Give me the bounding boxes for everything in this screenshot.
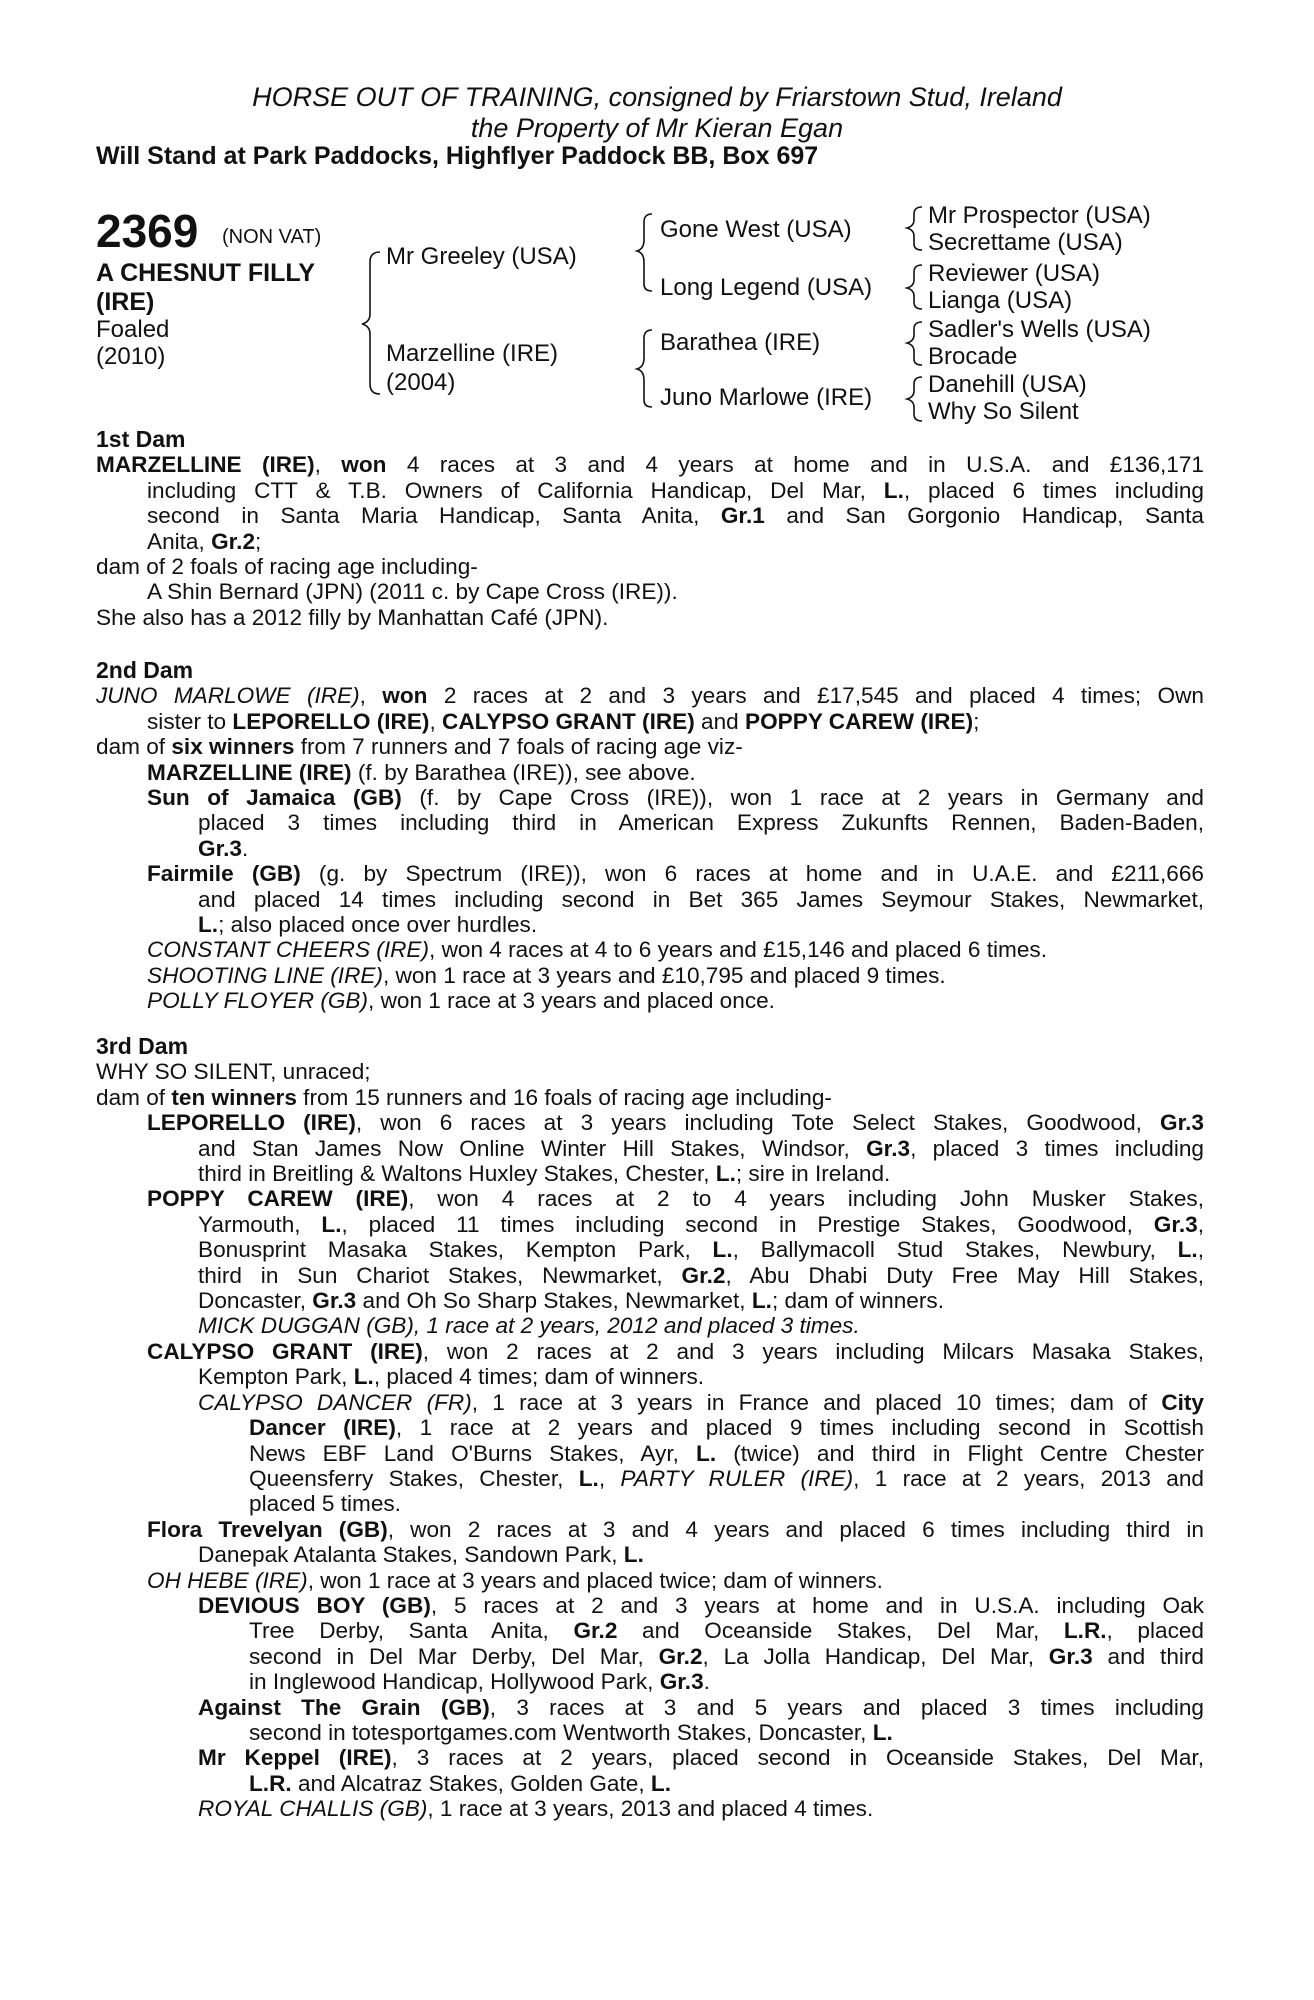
text-run: LEPORELLO (IRE)	[232, 708, 430, 734]
text-run: 2 races at 2 and 3 years and £17,545 and placed 4 times; Own	[427, 683, 1204, 709]
text-run: PARTY RULER (IRE)	[620, 1465, 854, 1491]
dam-line	[96, 1186, 1204, 1211]
dam-line	[96, 1288, 1204, 1313]
text-run: (f. by Cape Cross (IRE)), won 1 race at 2 years in Germany and	[401, 785, 1204, 811]
header-line-2: the Property of Mr Kieran Egan	[470, 113, 844, 143]
header-line-1: HORSE OUT OF TRAINING, consigned by Friarstown Stud, Ireland	[252, 82, 1062, 112]
dam-line	[96, 1695, 1204, 1720]
dam-line	[96, 1110, 1204, 1135]
section-heading: 3rd Dam	[96, 1033, 189, 1059]
dam-line	[96, 1669, 1204, 1694]
dam-line: A Shin Bernard (JPN) (2011 c. by Cape Cross (IRE)).	[147, 579, 678, 605]
text-run: Tree Derby, Santa Anita,	[249, 1618, 574, 1644]
horse-description: A CHESNUT FILLY	[96, 259, 315, 287]
text-run: Kempton Park,	[198, 1364, 354, 1390]
pedigree-ssd: Secrettame (USA)	[928, 229, 1123, 256]
dam-line	[96, 785, 1204, 810]
pedigree-sire-dam: Long Legend (USA)	[660, 274, 873, 301]
text-run: ,	[429, 708, 443, 734]
text-run: Dancer (IRE)	[249, 1415, 396, 1441]
text-run: Gr.3	[659, 1669, 704, 1695]
dam-line	[96, 1796, 1204, 1821]
text-run: Fairmile (GB)	[147, 861, 301, 887]
pedigree-dam-year: (2004)	[386, 369, 456, 396]
second-dam-section	[96, 658, 1204, 1014]
text-run: and third	[1092, 1643, 1204, 1669]
text-run: Flora Trevelyan (GB)	[147, 1516, 388, 1542]
pedigree-dsd: Brocade	[928, 343, 1018, 370]
dam-line	[96, 1390, 1204, 1415]
dam-line	[96, 1568, 1204, 1593]
text-run: L.	[578, 1465, 599, 1491]
text-run: , won 1 race at 3 years and placed twice; dam of winners.	[307, 1567, 883, 1593]
dam-line	[96, 1644, 1204, 1669]
text-run: L.	[650, 1770, 671, 1796]
dam-line	[96, 1212, 1204, 1237]
text-run: (twice) and third in Flight Centre Chester	[716, 1440, 1204, 1466]
text-run: and Stan James Now Online Winter Hill Stakes, Windsor,	[198, 1135, 867, 1161]
text-run: , Ballymacoll Stud Stakes, Newbury,	[732, 1237, 1178, 1263]
text-run: in Inglewood Handicap, Hollywood Park,	[249, 1669, 660, 1695]
dam-line	[96, 1415, 1204, 1440]
pedigree-sds: Reviewer (USA)	[928, 260, 1101, 287]
dam-line	[96, 503, 1204, 528]
dam-line	[96, 988, 1204, 1013]
text-run: L.R.	[249, 1770, 292, 1796]
pedigree-sss: Mr Prospector (USA)	[928, 202, 1151, 229]
foaled-year: (2010)	[96, 343, 166, 370]
text-run: ,	[359, 683, 383, 709]
text-run: won	[341, 452, 387, 478]
text-run: L.	[883, 477, 904, 503]
text-run: ,	[1197, 1211, 1205, 1237]
text-run: Bonusprint Masaka Stakes, Kempton Park,	[198, 1237, 713, 1263]
text-run: , placed 3 times including	[910, 1135, 1204, 1161]
dam-line	[96, 912, 1204, 937]
text-run: LEPORELLO (IRE)	[147, 1110, 356, 1136]
dam-line	[96, 937, 1204, 962]
dam-line	[96, 836, 1204, 861]
text-run: CALYPSO DANCER (FR)	[198, 1389, 472, 1415]
dam-line: She also has a 2012 filly by Manhattan Café (JPN).	[96, 604, 609, 630]
dam-line: and placed 14 times including second in Bet 365 James Seymour Stakes, Newmarket,	[198, 886, 1204, 912]
text-run: .	[703, 1669, 710, 1695]
dam-line	[96, 1136, 1204, 1161]
dam-line	[96, 1517, 1204, 1542]
lot-number: 2369	[96, 205, 199, 257]
text-run: (f. by Barathea (IRE)), see above.	[351, 759, 696, 785]
text-run: MARZELLINE (IRE)	[96, 452, 315, 478]
dam-line	[96, 963, 1204, 988]
text-run: , placed 6 times including	[903, 477, 1204, 503]
dam-line	[96, 1466, 1204, 1491]
text-run: Gr.2	[681, 1262, 726, 1288]
text-run: third in Sun Chariot Stakes, Newmarket,	[198, 1262, 682, 1288]
dam-line	[96, 1085, 1204, 1110]
dam-line	[96, 734, 1204, 759]
text-run: CALYPSO GRANT (IRE)	[442, 708, 695, 734]
text-run: , 3 races at 3 and 5 years and placed 3 times including	[489, 1694, 1204, 1720]
text-run: OH HEBE (IRE)	[147, 1567, 308, 1593]
text-run: L.	[696, 1440, 717, 1466]
pedigree-sire-sire: Gone West (USA)	[660, 216, 852, 243]
text-run: ;	[255, 528, 262, 554]
vat-status: (NON VAT)	[222, 226, 322, 248]
text-run: ,	[1197, 1237, 1204, 1263]
text-run: ,	[598, 1465, 621, 1491]
text-run: L.	[751, 1288, 772, 1314]
dam-line: placed 5 times.	[249, 1491, 401, 1517]
text-run: dam of	[96, 1084, 172, 1110]
text-run: and San Gorgonio Handicap, Santa	[764, 503, 1204, 529]
text-run: JUNO MARLOWE (IRE)	[96, 683, 360, 709]
text-run: , won 4 races at 2 to 4 years including John Musker Stakes,	[408, 1186, 1204, 1212]
text-run: POLLY FLOYER (GB)	[147, 988, 369, 1014]
text-run: and	[694, 708, 746, 734]
text-run: , won 2 races at 2 and 3 years including Milcars Masaka Stakes,	[422, 1338, 1204, 1364]
text-run: and Oh So Sharp Stakes, Newmarket,	[356, 1288, 752, 1314]
dam-line	[96, 683, 1204, 708]
text-run: Gr.3	[866, 1135, 911, 1161]
text-run: L.	[321, 1211, 342, 1237]
text-run: Gr.3	[312, 1288, 357, 1314]
text-run: (g. by Spectrum (IRE)), won 6 races at home and in U.A.E. and £211,666	[300, 861, 1204, 887]
text-run: ; also placed once over hurdles.	[218, 912, 538, 938]
text-run: , 1 race at 2 years and placed 9 times including second in Scottish	[395, 1415, 1204, 1441]
header-line-3: Will Stand at Park Paddocks, Highflyer Paddock BB, Box 697	[96, 142, 819, 170]
pedigree-ddd: Why So Silent	[928, 398, 1079, 425]
text-run: , won 2 races at 3 and 4 years and placed 6 times including third in	[387, 1516, 1204, 1542]
dam-line	[96, 1237, 1204, 1262]
dam-line: dam of 2 foals of racing age including-	[96, 554, 478, 580]
text-run: , won 1 race at 3 years and placed once.	[368, 988, 775, 1014]
text-run: ,	[314, 452, 342, 478]
text-run: , won 6 races at 3 years including Tote Select Stakes, Goodwood,	[355, 1110, 1161, 1136]
text-run: third in Breitling & Waltons Huxley Stakes, Chester,	[198, 1161, 716, 1187]
text-run: Gr.1	[720, 503, 765, 529]
pedigree-dam: Marzelline (IRE)	[386, 340, 559, 367]
text-run: News EBF Land O'Burns Stakes, Ayr,	[249, 1440, 697, 1466]
text-run: POPPY CAREW (IRE)	[147, 1186, 409, 1212]
text-run: second in Santa Maria Handicap, Santa Anita,	[147, 503, 721, 529]
dam-line	[96, 529, 1204, 554]
text-run: Gr.3	[1048, 1643, 1093, 1669]
text-run: Queensferry Stakes, Chester,	[249, 1465, 579, 1491]
text-run: and Alcatraz Stakes, Golden Gate,	[291, 1770, 651, 1796]
text-run: CALYPSO GRANT (IRE)	[147, 1338, 423, 1364]
text-run: Sun of Jamaica (GB)	[147, 785, 402, 811]
text-run: L.	[712, 1237, 733, 1263]
dam-line	[96, 1339, 1204, 1364]
text-run: .	[241, 835, 249, 861]
text-run: ; sire in Ireland.	[735, 1161, 891, 1187]
text-run: Mr Keppel (IRE)	[198, 1745, 392, 1771]
text-run: L.R.	[1063, 1618, 1107, 1644]
text-run: L.	[715, 1161, 736, 1187]
pedigree-dam-sire: Barathea (IRE)	[660, 329, 821, 356]
text-run: ;	[973, 708, 980, 734]
text-run: Gr.3	[1153, 1211, 1198, 1237]
text-run: L.	[1177, 1237, 1198, 1263]
dam-line	[96, 1364, 1204, 1389]
dam-line	[96, 1263, 1204, 1288]
dam-line	[96, 478, 1204, 503]
text-run: and Oceanside Stakes, Del Mar,	[617, 1618, 1064, 1644]
text-run: Yarmouth,	[198, 1211, 322, 1237]
text-run: from 15 runners and 16 foals of racing age including-	[296, 1084, 832, 1110]
text-run: City	[1161, 1389, 1204, 1415]
text-run: Against The Grain (GB)	[198, 1694, 490, 1720]
dam-line	[96, 1161, 1204, 1186]
text-run: ROYAL CHALLIS (GB)	[198, 1796, 428, 1822]
text-run: Gr.3	[198, 835, 242, 861]
text-run: ten winners	[171, 1084, 297, 1110]
text-run: L.	[198, 912, 219, 938]
text-run: Gr.3	[1160, 1110, 1204, 1136]
dam-line: MICK DUGGAN (GB), 1 race at 2 years, 2012 and placed 3 times.	[198, 1313, 860, 1339]
text-run: DEVIOUS BOY (GB)	[198, 1592, 431, 1618]
text-run: , won 1 race at 3 years and £10,795 and placed 9 times.	[383, 962, 946, 988]
dam-line	[96, 760, 1204, 785]
text-run: CONSTANT CHEERS (IRE)	[147, 937, 430, 963]
text-run: , 1 race at 3 years in France and placed 10 times; dam of	[471, 1389, 1162, 1415]
text-run: from 7 runners and 7 foals of racing age viz-	[294, 734, 743, 760]
text-run: sister to	[147, 708, 233, 734]
foaled-label: Foaled	[96, 316, 170, 343]
text-run: dam of	[96, 734, 172, 760]
pedigree-dam-dam: Juno Marlowe (IRE)	[660, 384, 873, 411]
text-run: second in totesportgames.com Wentworth Stakes, Doncaster,	[249, 1719, 873, 1745]
dam-line	[96, 709, 1204, 734]
first-dam-section	[96, 427, 1204, 630]
text-run: , placed	[1106, 1618, 1204, 1644]
text-run: SHOOTING LINE (IRE)	[147, 962, 383, 988]
text-run: six winners	[171, 734, 295, 760]
pedigree-sire: Mr Greeley (USA)	[386, 243, 577, 270]
dam-line	[96, 1720, 1204, 1745]
text-run: , Abu Dhabi Duty Free May Hill Stakes,	[725, 1262, 1204, 1288]
text-run: , won 4 races at 4 to 6 years and £15,146 and placed 6 times.	[429, 937, 1047, 963]
pedigree-dss: Sadler's Wells (USA)	[928, 316, 1151, 343]
text-run: L.	[353, 1364, 374, 1390]
text-run: including CTT & T.B. Owners of California Handicap, Del Mar,	[147, 477, 884, 503]
text-run: , 5 races at 2 and 3 years at home and in U.S.A. including Oak	[430, 1592, 1204, 1618]
text-run: , 1 race at 3 years, 2013 and placed 4 times.	[427, 1796, 874, 1822]
text-run: , 3 races at 2 years, placed second in Oceanside Stakes, Del Mar,	[391, 1745, 1204, 1771]
text-run: 4 races at 3 and 4 years at home and in U.S.A. and £136,171	[386, 452, 1204, 478]
text-run: , 1 race at 2 years, 2013 and	[853, 1465, 1204, 1491]
text-run: , placed 11 times including second in Prestige Stakes, Goodwood,	[341, 1211, 1154, 1237]
text-run: Gr.2	[658, 1643, 703, 1669]
dam-line	[96, 1771, 1204, 1796]
horse-country: (IRE)	[96, 288, 155, 316]
text-run: Anita,	[147, 528, 212, 554]
text-run: Danepak Atalanta Stakes, Sandown Park,	[198, 1542, 624, 1568]
section-heading: 2nd Dam	[96, 657, 194, 683]
text-run: L.	[872, 1719, 893, 1745]
text-run: , La Jolla Handicap, Del Mar,	[702, 1643, 1049, 1669]
pedigree-dds: Danehill (USA)	[928, 371, 1087, 398]
dam-line	[96, 1593, 1204, 1618]
text-run: ; dam of winners.	[771, 1288, 944, 1314]
dam-line	[96, 1542, 1204, 1567]
pedigree-sdd: Lianga (USA)	[928, 287, 1073, 314]
text-run: , placed 4 times; dam of winners.	[373, 1364, 705, 1390]
dam-line: placed 3 times including third in American Express Zukunfts Rennen, Baden-Baden,	[198, 810, 1204, 836]
dam-line: WHY SO SILENT, unraced;	[96, 1059, 371, 1085]
section-heading: 1st Dam	[96, 426, 186, 452]
text-run: Gr.2	[573, 1618, 618, 1644]
text-run: Gr.2	[211, 528, 256, 554]
text-run: won	[382, 683, 428, 709]
dam-line	[96, 861, 1204, 886]
text-run: MARZELLINE (IRE)	[147, 759, 352, 785]
dam-line	[96, 1745, 1204, 1770]
text-run: Doncaster,	[198, 1288, 313, 1314]
text-run: L.	[623, 1542, 644, 1568]
dam-line	[96, 1441, 1204, 1466]
third-dam-section	[96, 1034, 1204, 1822]
text-run: second in Del Mar Derby, Del Mar,	[249, 1643, 659, 1669]
dam-line	[96, 452, 1204, 477]
text-run: POPPY CAREW (IRE)	[745, 708, 974, 734]
dam-line	[96, 1618, 1204, 1643]
